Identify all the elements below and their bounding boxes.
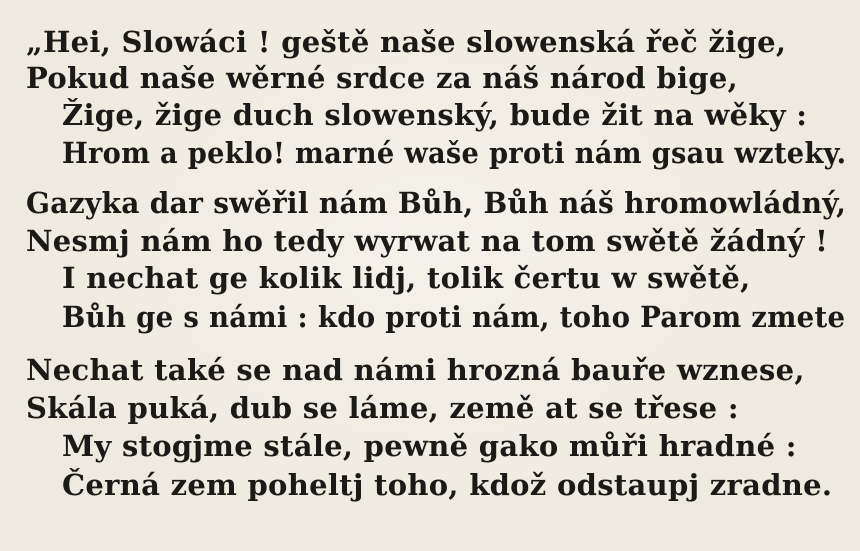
poem-line: Skála puká, dub se láme, země at se třese : bbox=[26, 391, 739, 425]
poem-line: Žige, žige duch slowenský, bude žit na wěky : bbox=[62, 98, 808, 132]
poem-line: Bůh ge s námi : kdo proti nám, toho Parom zmete bbox=[62, 300, 846, 334]
poem-line: My stogjme stále, pewně gako můři hradné : bbox=[62, 429, 797, 463]
poem-line: Gazyka dar swěřil nám Bůh, Bůh náš hromowládný, bbox=[26, 186, 847, 220]
poem-line: Černá zem poheltj toho, kdož odstaupj zradne. bbox=[62, 468, 833, 502]
poem-line: Nesmj nám ho tedy wyrwat na tom swětě žádný ! bbox=[26, 224, 829, 258]
poem-line: „Hei, Slowáci ! geště naše slowenská řeč žige, bbox=[26, 25, 787, 59]
poem-line: Hrom a peklo! marné waše proti nám gsau wzteky. bbox=[62, 136, 847, 170]
poem-line: Nechat také se nad námi hrozná bauře wznese, bbox=[26, 353, 805, 387]
poem-line: I nechat ge kolik lidj, tolik čertu w swětě, bbox=[62, 261, 751, 295]
poem-line: Pokud naše wěrné srdce za náš národ bige, bbox=[26, 61, 739, 95]
